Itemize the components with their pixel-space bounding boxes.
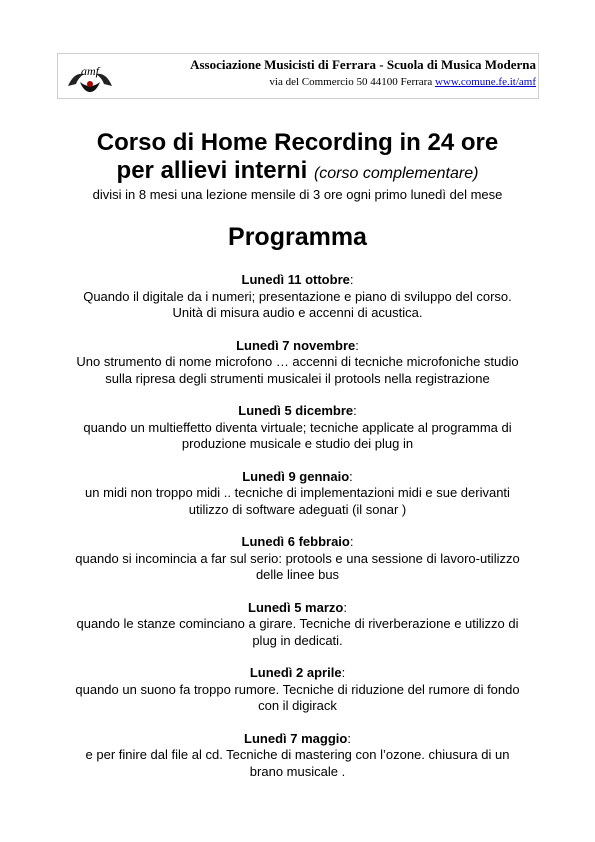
lesson-date: Lunedì 5 marzo xyxy=(248,599,344,615)
lesson-description-line1: quando si incomincia a far sul serio: protools e una sessione di lavoro-utilizzo xyxy=(75,550,520,566)
lesson-description-line1: quando un multieffetto diventa virtuale; tecniche applicate al programma di xyxy=(83,419,512,435)
lesson-date: Lunedì 6 febbraio xyxy=(241,534,350,549)
lesson-item: Lunedì 5 marzo: quando le stanze cominciano a girare. Tecniche di riverberazione e utilizzo di plug in dedicati. xyxy=(76,599,519,648)
logo-text: amf xyxy=(81,64,99,78)
association-name: Associazione Musicisti di Ferrara - Scuola di Musica Moderna xyxy=(190,57,536,72)
section-title: Programma xyxy=(228,223,367,251)
lesson-date: Lunedì 7 novembre xyxy=(236,337,356,353)
lesson-list xyxy=(40,272,555,796)
lesson-description-line2: brano musicale . xyxy=(249,763,346,779)
website-link[interactable]: www.comune.fe.it/amf xyxy=(434,76,536,88)
course-title-note: (corso complementare) xyxy=(313,165,479,182)
lesson-date: Lunedì 5 dicembre xyxy=(238,403,354,418)
lesson-description-line2: con il digirack xyxy=(258,698,337,713)
lesson-date: Lunedì 9 gennaio xyxy=(242,468,350,484)
lesson-description-line1: Quando il digitale da i numeri; presentazione e piano di sviluppo del corso. xyxy=(83,288,512,304)
lesson-item: Lunedì 11 ottobre: Quando il digitale da i numeri; presentazione e piano di sviluppo del corso. Unità di misura audio e accenni di acustica. xyxy=(83,272,512,320)
lesson-item: Lunedì 9 gennaio: un midi non troppo midi .. tecniche di implementazioni midi e sue derivanti utilizzo di software adeguati (il sonar ) xyxy=(85,468,510,517)
lesson-item: Lunedì 2 aprile: quando un suono fa troppo rumore. Tecniche di riduzione del rumore di fondo con il digirack xyxy=(75,665,520,713)
course-title-line2 xyxy=(0,157,595,188)
address-text: via del Commercio 50 44100 Ferrara xyxy=(269,76,433,88)
lesson-date: Lunedì 7 maggio xyxy=(244,730,348,746)
letterhead xyxy=(57,53,539,99)
lesson-description-line1: quando un suono fa troppo rumore. Tecniche di riduzione del rumore di fondo xyxy=(75,681,520,697)
course-title-main: per allievi interni xyxy=(116,157,308,184)
lesson-date: Lunedì 11 ottobre xyxy=(241,272,350,287)
lesson-item: Lunedì 7 maggio: e per finire dal file al cd. Tecniche di mastering con l’ozone. chiusura di un brano musicale . xyxy=(85,730,510,779)
lesson-description-line1: quando le stanze cominciano a girare. Tecniche di riverberazione e utilizzo di xyxy=(76,616,519,631)
course-subtitle: divisi in 8 mesi una lezione mensile di 3 ore ogni primo lunedì del mese xyxy=(92,187,503,202)
course-title-line1: Corso di Home Recording in 24 ore xyxy=(96,129,499,156)
lesson-description-line2: delle linee bus xyxy=(255,567,340,582)
association-address xyxy=(269,76,536,88)
lesson-item: Lunedì 7 novembre: Uno strumento di nome microfono … accenni di tecniche microfoniche studio sulla ripresa degli strumenti musicalei il protools nella registrazione xyxy=(76,337,519,386)
amf-logo xyxy=(66,60,114,94)
lesson-description-line2: Unità di misura audio e accenni di acustica. xyxy=(172,305,423,320)
lesson-description-line2: produzione musicale e studio dei plug in xyxy=(181,436,414,451)
lesson-description-line2: sulla ripresa degli strumenti musicalei il protools nella registrazione xyxy=(105,370,490,386)
lesson-description-line2: utilizzo di software adeguati (il sonar ) xyxy=(188,501,407,517)
lesson-description-line1: un midi non troppo midi .. tecniche di implementazioni midi e sue derivanti xyxy=(85,485,510,500)
lesson-description-line1: Uno strumento di nome microfono … accenni di tecniche microfoniche studio xyxy=(76,354,519,369)
lesson-date: Lunedì 2 aprile xyxy=(249,665,342,680)
lesson-description-line2: plug in dedicati. xyxy=(252,632,343,648)
lesson-item: Lunedì 6 febbraio: quando si incomincia a far sul serio: protools e una sessione di lavoro-utilizzo delle linee bus xyxy=(75,534,520,582)
lesson-item: Lunedì 5 dicembre: quando un multieffetto diventa virtuale; tecniche applicate al programma di produzione musicale e studio dei plug in xyxy=(83,403,512,451)
lesson-description-line1: e per finire dal file al cd. Tecniche di mastering con l’ozone. chiusura di un xyxy=(85,747,510,762)
